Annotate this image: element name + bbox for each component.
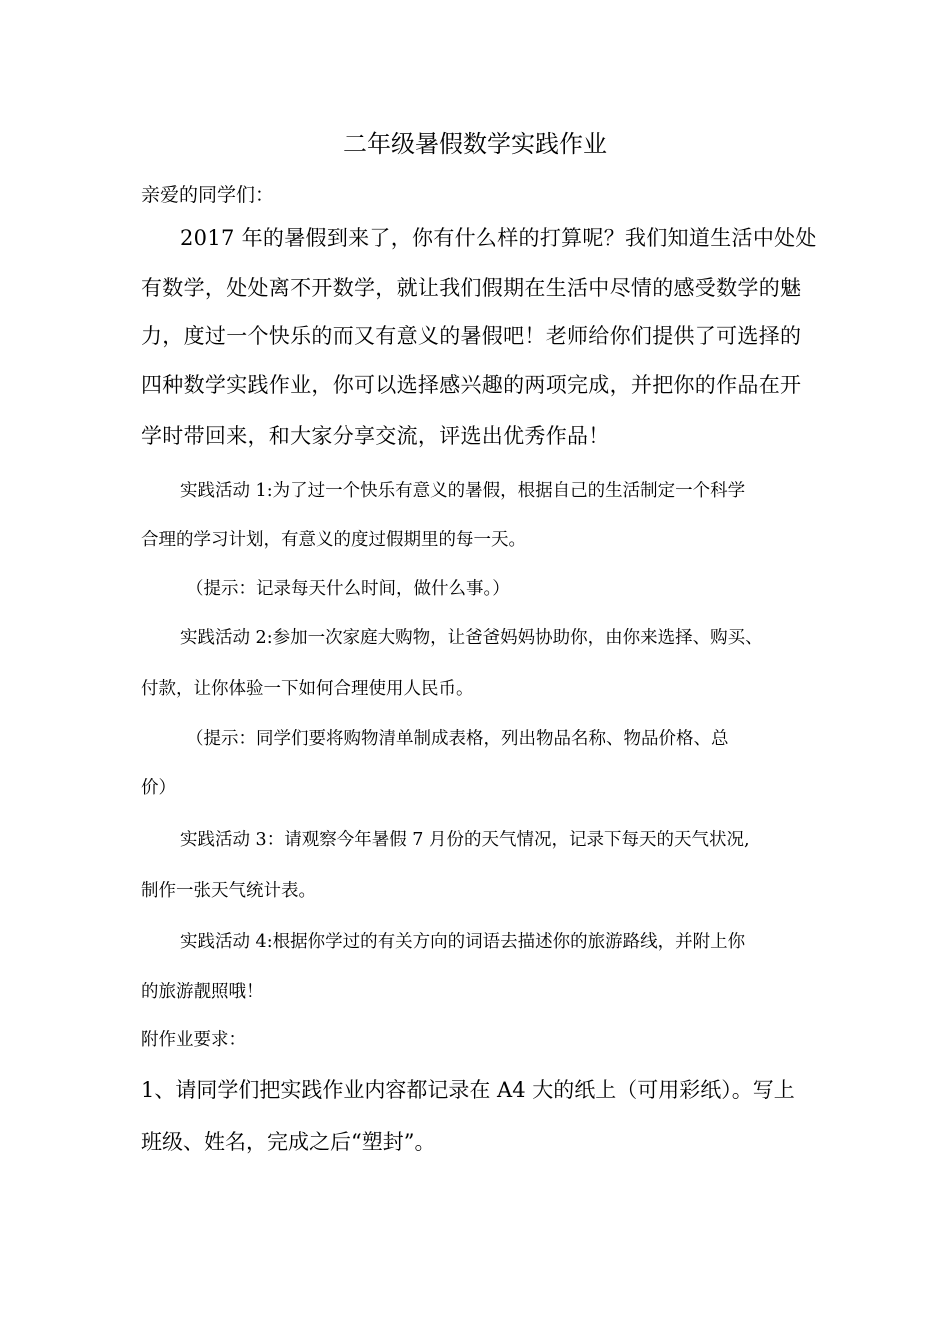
- activity-2-hint-line-1: （提示：同学们要将购物清单制成表格，列出物品名称、物品价格、总: [186, 729, 729, 749]
- activity-2-line-2: 付款，让你体验一下如何合理使用人民币。: [141, 679, 474, 699]
- activity-1-line-1: 实践活动 1:为了过一个快乐有意义的暑假，根据自己的生活制定一个科学: [180, 481, 746, 501]
- activity-3-line-1: 实践活动 3：请观察今年暑假 7 月份的天气情况，记录下每天的天气状况,: [180, 830, 750, 850]
- activity-2-hint-line-2: 价）: [141, 778, 176, 798]
- intro-line-3: 力，度过一个快乐的而又有意义的暑假吧！老师给你们提供了可选择的: [141, 324, 802, 348]
- intro-line-4: 四种数学实践作业，你可以选择感兴趣的两项完成，并把你的作品在开: [141, 373, 802, 397]
- greeting: 亲爱的同学们：: [141, 184, 275, 206]
- requirements-label: 附作业要求：: [141, 1030, 246, 1050]
- document-title: 二年级暑假数学实践作业: [343, 130, 607, 158]
- intro-line-1: 2017 年的暑假到来了，你有什么样的打算呢？我们知道生活中处处: [180, 226, 817, 250]
- activity-1-line-2: 合理的学习计划，有意义的度过假期里的每一天。: [141, 530, 526, 550]
- intro-line-5: 学时带回来，和大家分享交流，评选出优秀作品！: [141, 424, 610, 448]
- activity-1-hint: （提示：记录每天什么时间，做什么事。）: [186, 579, 510, 599]
- requirement-1-line-1: 1、请同学们把实践作业内容都记录在 A4 大的纸上（可用彩纸）。写上: [141, 1078, 795, 1102]
- activity-4-line-1: 实践活动 4:根据你学过的有关方向的词语去描述你的旅游路线，并附上你: [180, 932, 746, 952]
- requirement-1-line-2: 班级、姓名，完成之后“塑封”。: [141, 1130, 436, 1154]
- intro-line-2: 有数学，处处离不开数学，就让我们假期在生活中尽情的感受数学的魅: [141, 276, 802, 300]
- activity-4-line-2: 的旅游靓照哦！: [141, 982, 264, 1002]
- activity-2-line-1: 实践活动 2:参加一次家庭大购物，让爸爸妈妈协助你，由你来选择、购买、: [180, 628, 763, 648]
- activity-3-line-2: 制作一张天气统计表。: [141, 881, 316, 901]
